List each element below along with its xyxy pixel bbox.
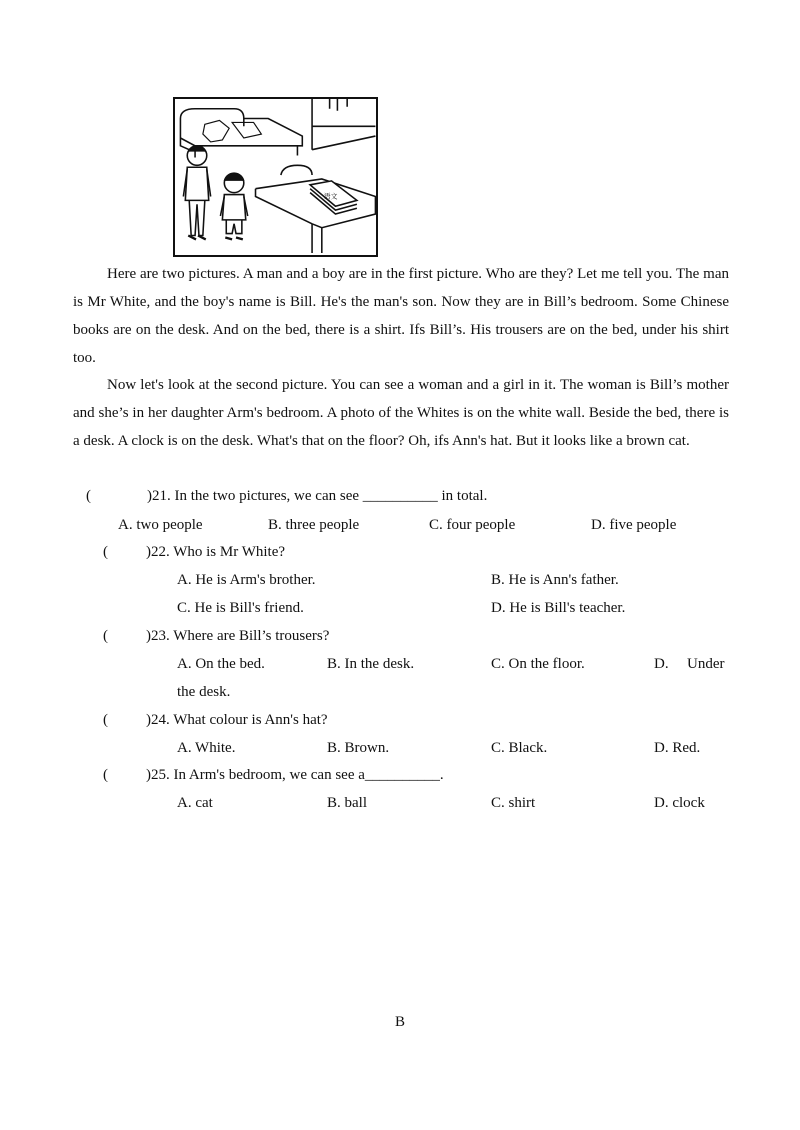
question-21-stem: )21. In the two pictures, we can see __________ in total. (147, 488, 488, 504)
question-21-option-a[interactable]: A. two people (118, 517, 203, 533)
question-25-option-c[interactable]: C. shirt (491, 795, 536, 811)
question-21-option-b[interactable]: B. three people (268, 517, 360, 533)
passage-paragraph-2 (73, 371, 729, 455)
question-22-stem: )22. Who is Mr White? (146, 544, 286, 560)
passage-paragraph-1 (73, 260, 729, 372)
question-21-option-c[interactable]: C. four people (429, 517, 516, 533)
question-23-option-d-text-2[interactable]: the desk. (177, 684, 231, 700)
question-24-stem: )24. What colour is Ann's hat? (146, 712, 328, 728)
question-22-option-a[interactable]: A. He is Arm's brother. (177, 572, 316, 588)
question-23-option-a[interactable]: A. On the bed. (177, 656, 265, 672)
paragraph-1-text: Here are two pictures. A man and a boy are in the first picture. Who are they? Let me tell you. The man is Mr White, and the boy's name is Bill. He's the man's son. Now they are in Bill’s bedroom. Some Chinese books are on the desk. And on the bed, there is a shirt. Ifs Bill’s. His trousers are on the bed, under his shirt too. (73, 266, 729, 366)
answer-bracket-23[interactable]: ( (103, 628, 108, 644)
bedroom-illustration (173, 97, 378, 257)
question-25-stem: )25. In Arm's bedroom, we can see a__________. (146, 767, 444, 783)
question-23-option-c[interactable]: C. On the floor. (491, 656, 585, 672)
question-22-option-c[interactable]: C. He is Bill's friend. (177, 600, 304, 616)
answer-bracket-24[interactable]: ( (103, 712, 108, 728)
section-label: B (394, 1014, 405, 1030)
paragraph-2-text: Now let's look at the second picture. You can see a woman and a girl in it. The woman is Bill’s mother and she’s in her daughter Arm's bedroom. A photo of the Whites is on the white wall. Beside the bed, there is a desk. A clock is on the desk. What's that on the floor? Oh, ifs Ann's hat. But it looks like a brown cat. (73, 377, 729, 449)
answer-bracket-21[interactable]: ( (86, 488, 91, 504)
question-23-stem: )23. Where are Bill’s trousers? (146, 628, 330, 644)
question-22-option-b[interactable]: B. He is Ann's father. (491, 572, 619, 588)
question-22-option-d[interactable]: D. He is Bill's teacher. (491, 600, 626, 616)
question-25-option-d[interactable]: D. clock (654, 795, 705, 811)
question-24-option-d[interactable]: D. Red. (654, 740, 701, 756)
question-23-option-b[interactable]: B. In the desk. (327, 656, 415, 672)
book-label: 语文 (323, 192, 338, 201)
question-25-option-b[interactable]: B. ball (327, 795, 367, 811)
question-24-option-a[interactable]: A. White. (177, 740, 236, 756)
question-23-option-d-letter[interactable]: D. (654, 656, 669, 672)
question-23-option-d-text-1[interactable]: Under (687, 656, 725, 672)
answer-bracket-25[interactable]: ( (103, 767, 108, 783)
answer-bracket-22[interactable]: ( (103, 544, 108, 560)
question-24-option-c[interactable]: C. Black. (491, 740, 548, 756)
question-25-option-a[interactable]: A. cat (177, 795, 213, 811)
question-21-option-d[interactable]: D. five people (591, 517, 677, 533)
question-24-option-b[interactable]: B. Brown. (327, 740, 390, 756)
